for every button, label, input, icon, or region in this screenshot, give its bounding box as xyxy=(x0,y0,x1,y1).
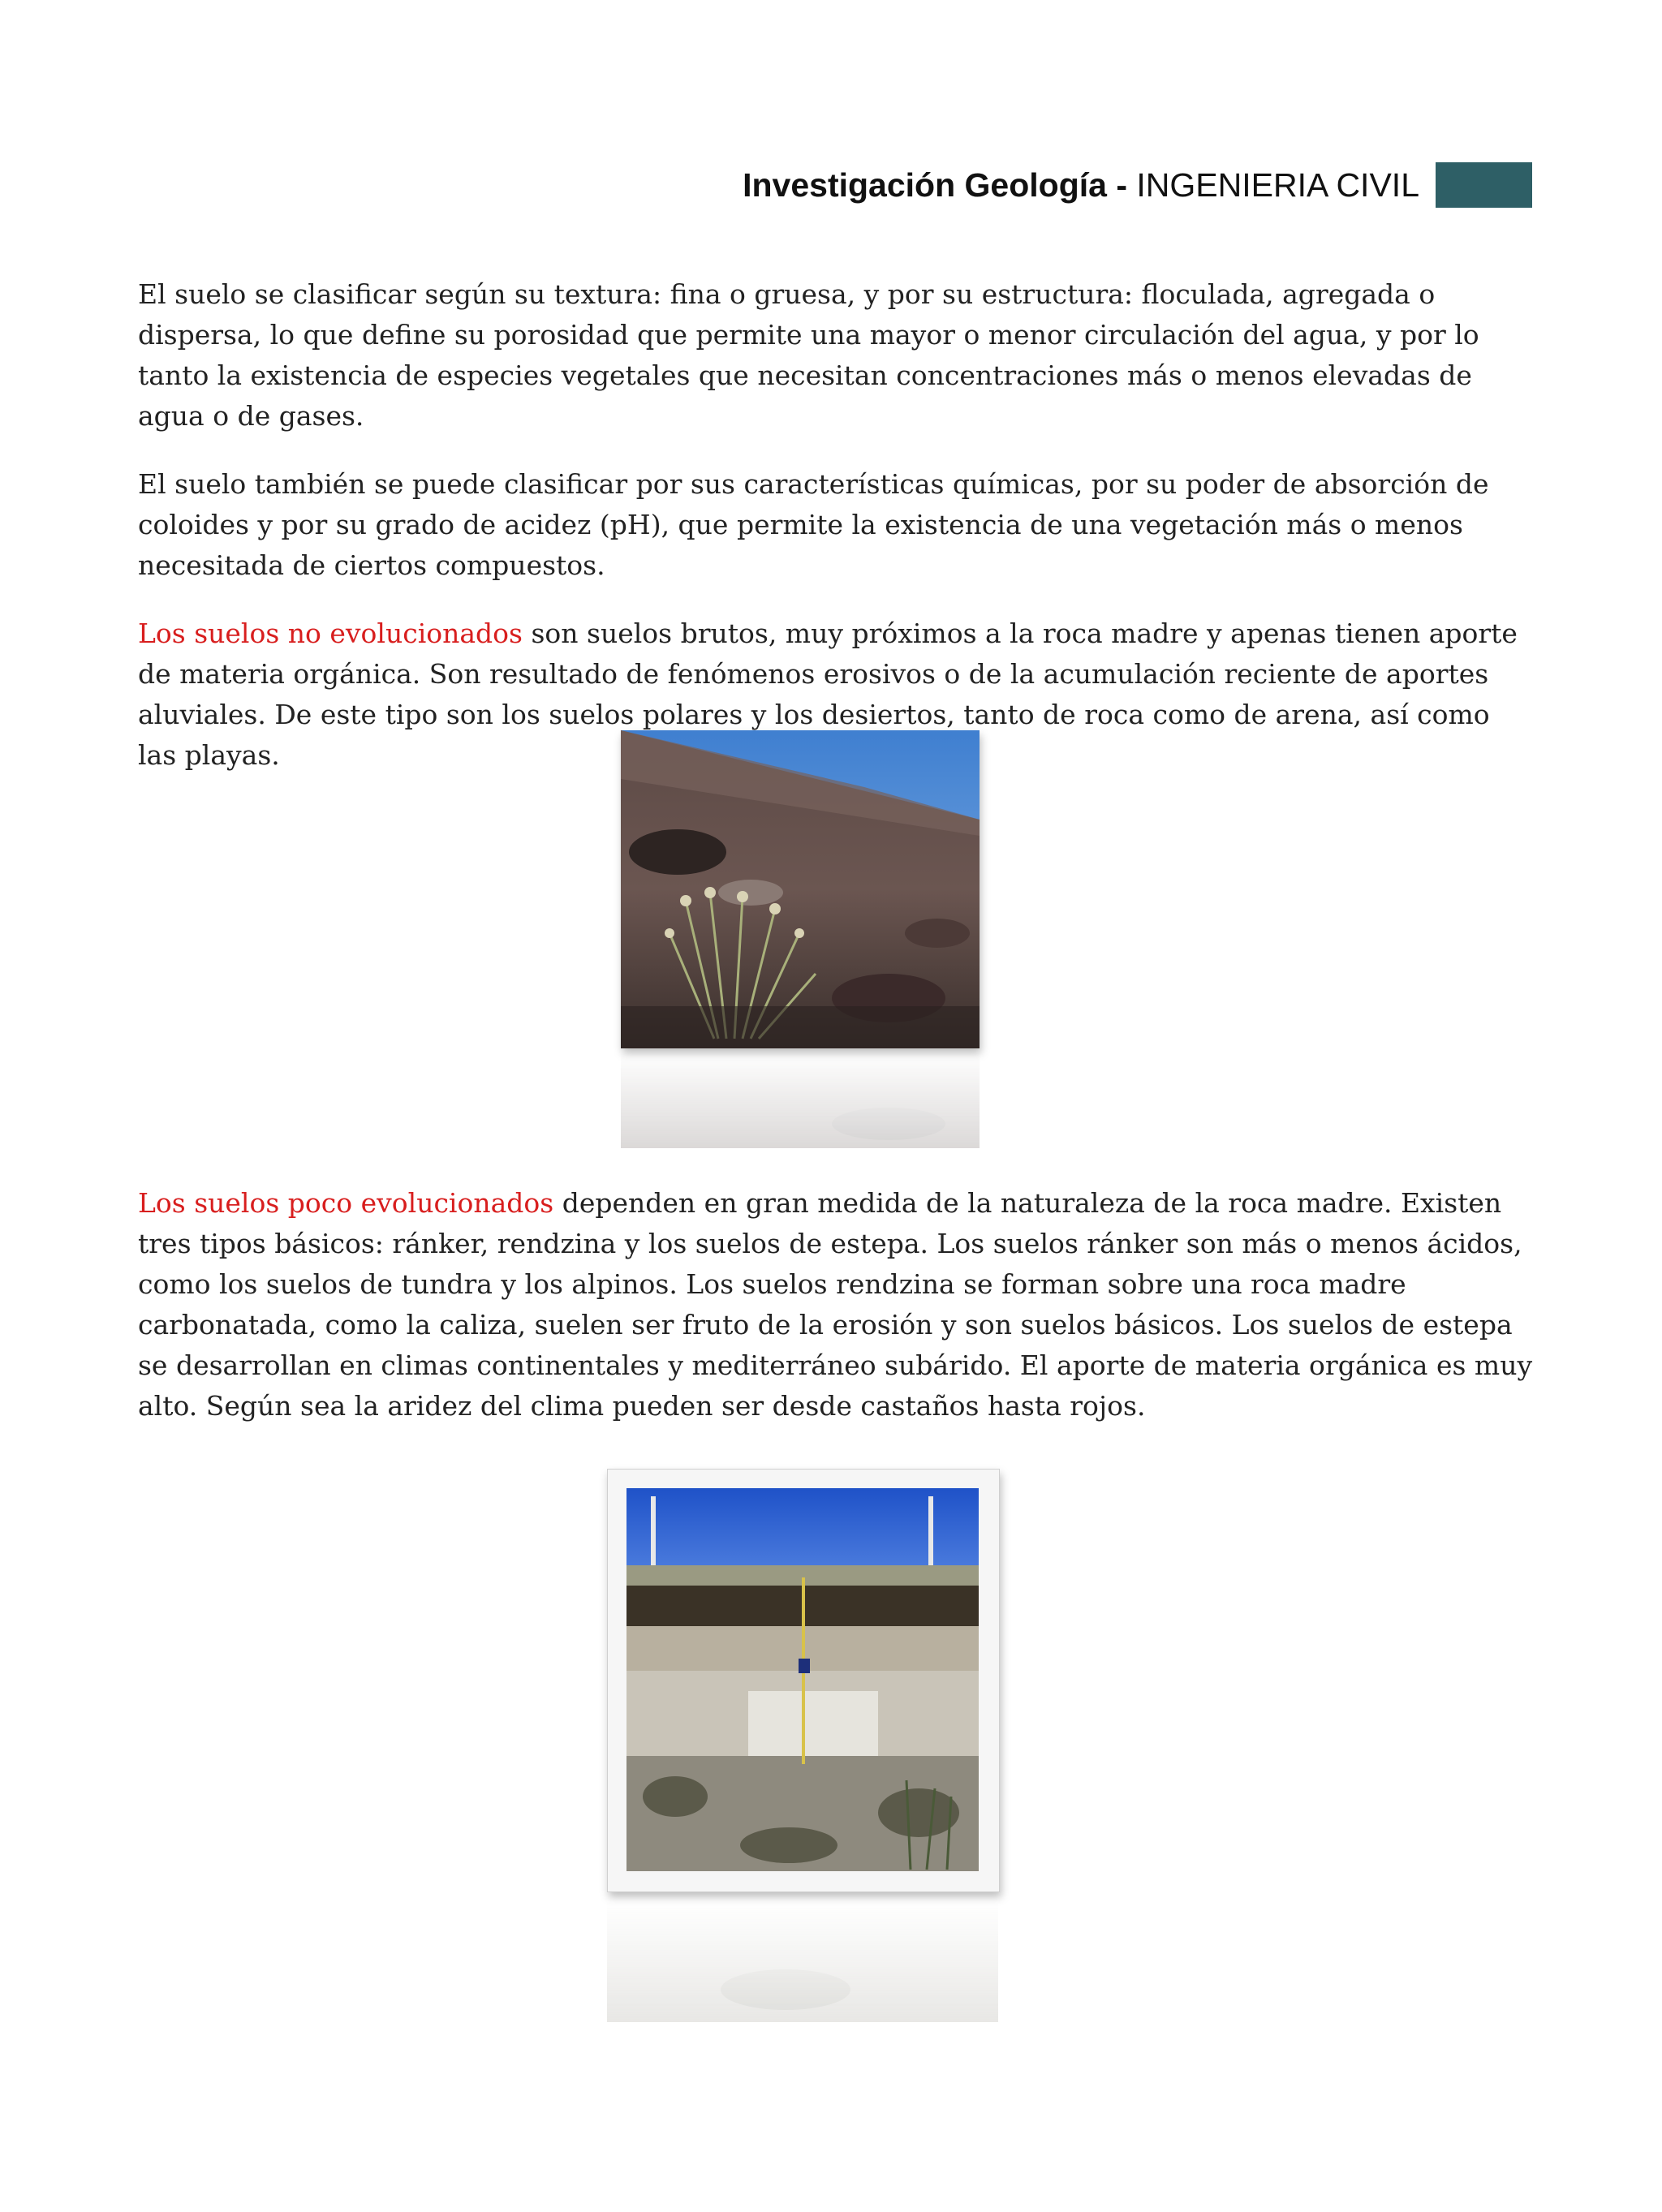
figure-soil-profile xyxy=(162,1452,1006,2020)
paragraph-non-evolved-text: son suelos brutos, muy próximos a la roca madre y apenas tienen aporte de materia orgánica. Son resultado de fenómenos erosivos o de la acumulación reciente de aportes aluviales. De este tipo son los suelos polares y los desiertos, tanto de roca como de arena, así como las playas. xyxy=(138,618,1518,771)
soil-profile-photo xyxy=(626,1488,979,1871)
header-title-bold: Investigación Geología xyxy=(743,166,1107,204)
figure-rocky-slope xyxy=(162,714,1006,1168)
header-title xyxy=(743,166,1419,204)
paragraph-little-evolved xyxy=(138,1183,1534,1427)
header-accent-block xyxy=(1436,162,1532,208)
paragraph-texture: El suelo se clasificar según su textura: fina o gruesa, y por su estructura: floculada, agregada o dispersa, lo que define su porosidad que permite una mayor o menor circulación del agua, y por lo tanto la existencia de especies vegetales que necesitan concentraciones más o menos elevadas de agua o de gases. xyxy=(138,278,1479,432)
highlight-little-evolved: Los suelos poco evolucionados xyxy=(138,1187,554,1219)
paragraph-chemistry: El suelo también se puede clasificar por sus características químicas, por su poder de absorción de coloides y por su grado de acidez (pH), que permite la existencia de una vegetación más o menos necesitada de ciertos compuestos. xyxy=(138,468,1489,581)
document-body-2 xyxy=(138,1183,1534,1454)
soil-profile-reflection xyxy=(607,1900,998,2022)
header-title-separator: - xyxy=(1106,166,1137,204)
rocky-slope-photo xyxy=(621,730,980,1048)
page-header xyxy=(743,161,1532,209)
rocky-slope-reflection xyxy=(621,1051,980,1148)
header-title-rest: INGENIERIA CIVIL xyxy=(1136,166,1419,204)
paragraph-little-evolved-text: dependen en gran medida de la naturaleza de la roca madre. Existen tres tipos básicos: ránker, rendzina y los suelos de estepa. Los suelos ránker son más o menos ácidos, como los suelos de tundra y los alpinos. Los suelos rendzina se forman sobre una roca madre carbonatada, como la caliza, suelen ser fruto de la erosión y son suelos básicos. Los suelos de estepa se desarrollan en climas continentales y mediterráneo subárido. El aporte de materia orgánica es muy alto. Según sea la aridez del clima pueden ser desde castaños hasta rojos. xyxy=(138,1187,1533,1422)
highlight-non-evolved: Los suelos no evolucionados xyxy=(138,618,523,649)
